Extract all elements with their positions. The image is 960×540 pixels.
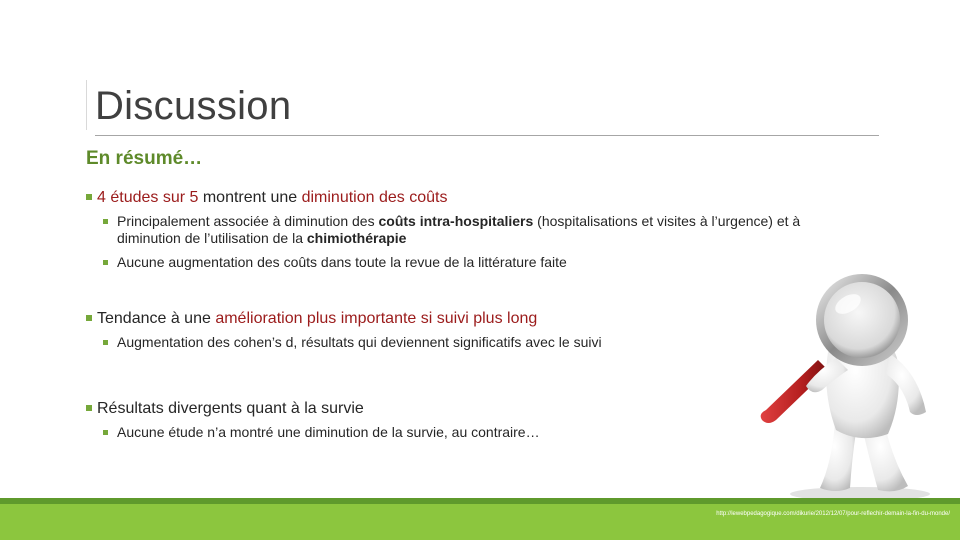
sub-bullet-square-icon bbox=[103, 260, 108, 265]
bullet-2 bbox=[86, 310, 537, 328]
bullet-3-sub-1 bbox=[103, 424, 540, 441]
bullet-square-icon bbox=[86, 194, 92, 200]
sub-bullet-square-icon bbox=[103, 430, 108, 435]
bullet-1-sub-2-text: Aucune augmentation des coûts dans toute la revue de la littérature faite bbox=[117, 254, 567, 270]
bullet-square-icon bbox=[86, 315, 92, 321]
bullet-2-text: Tendance à une bbox=[97, 310, 216, 327]
sub-1-part-a: Principalement associée à diminution des bbox=[117, 213, 379, 229]
title-divider bbox=[95, 135, 879, 136]
title-accent-line bbox=[86, 80, 87, 130]
bullet-3 bbox=[86, 400, 364, 418]
bullet-3-sub-1-text: Aucune étude n’a montré une diminution de la survie, au contraire… bbox=[117, 424, 540, 440]
bullet-square-icon bbox=[86, 405, 92, 411]
sub-1-bold-b: chimiothérapie bbox=[306, 230, 407, 246]
image-credit-link[interactable]: http://lewebpedagogique.com/dikurie/2012/12/07/pour-reflechir-demain-la-fin-du-monde/ bbox=[716, 511, 950, 517]
sub-1-part-c: (hospitalisations et visites à l’urgence) et à diminution de l’utilisation de la bbox=[117, 213, 801, 246]
footer-accent-line bbox=[0, 498, 960, 504]
slide-title: Discussion bbox=[95, 84, 292, 128]
bullet-1-sub-1-text bbox=[117, 213, 817, 247]
bullet-1-sub-2 bbox=[103, 254, 567, 271]
bullet-1 bbox=[86, 189, 447, 207]
bullet-2-sub-1-text: Augmentation des cohen’s d, résultats qui deviennent significatifs avec le suivi bbox=[117, 334, 602, 350]
bullet-1-sub-1 bbox=[103, 213, 817, 247]
magnifying-glass-figure-icon bbox=[740, 262, 960, 502]
bullet-3-text: Résultats divergents quant à la survie bbox=[97, 400, 364, 417]
sub-bullet-square-icon bbox=[103, 219, 108, 224]
sub-1-bold-a: coûts intra-hospitaliers bbox=[378, 213, 534, 229]
slide-subtitle: En résumé… bbox=[86, 148, 203, 169]
bullet-1-emph-a: 4 études sur 5 bbox=[97, 189, 199, 206]
bullet-1-emph-b: diminution des coûts bbox=[301, 189, 448, 206]
bullet-2-sub-1 bbox=[103, 334, 602, 351]
bullet-1-text: montrent une bbox=[198, 189, 302, 206]
footer-bar bbox=[0, 498, 960, 540]
sub-bullet-square-icon bbox=[103, 340, 108, 345]
bullet-2-emph: amélioration plus importante si suivi plus long bbox=[215, 310, 538, 327]
